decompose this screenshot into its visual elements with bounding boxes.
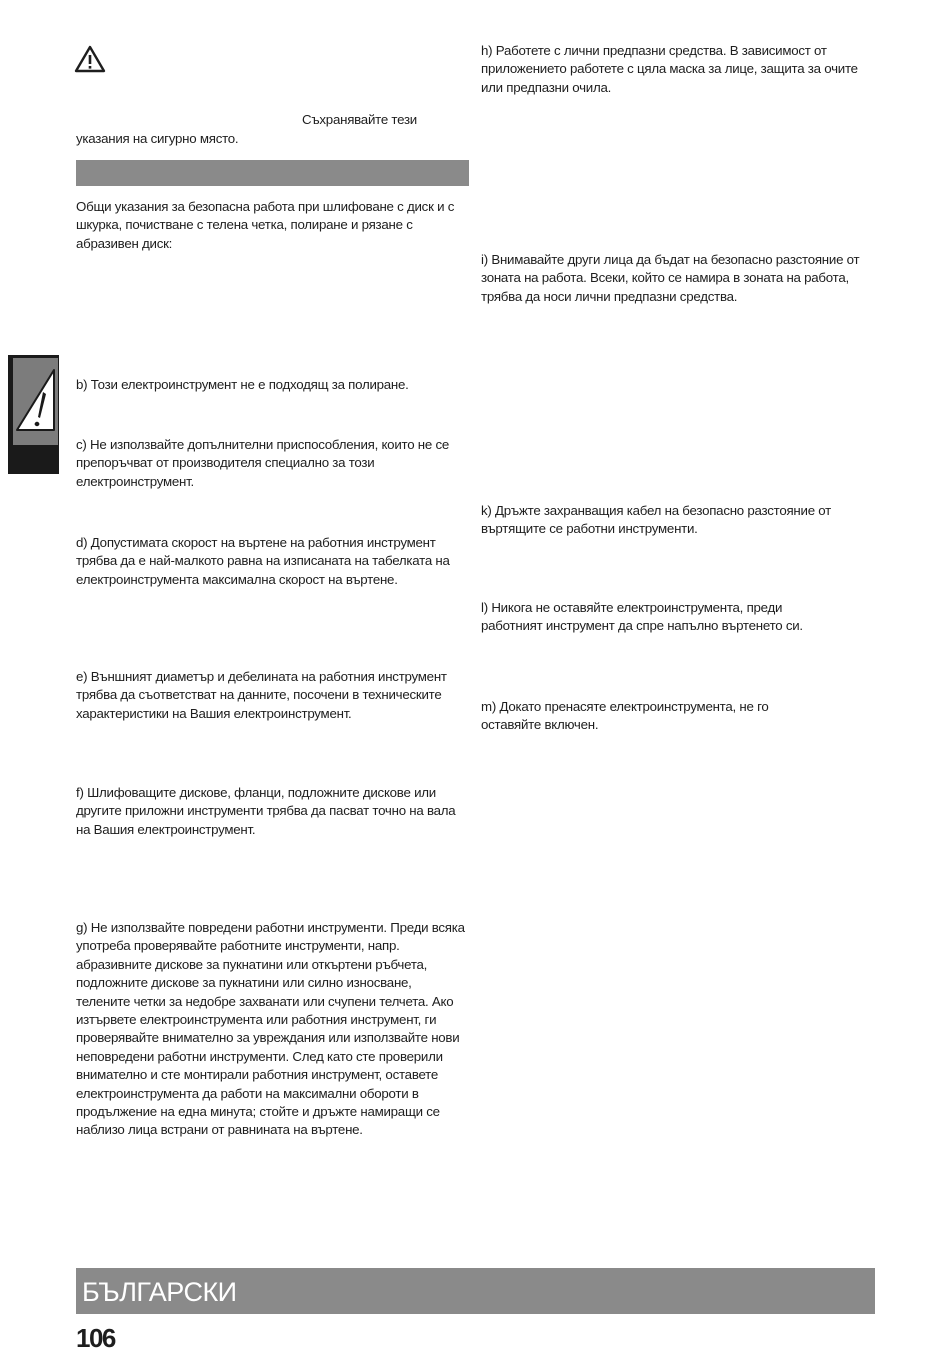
instruction-c: c) Не използвайте допълнителни приспособления, които не се препоръчват от производителя специално за този електроинструмент. (76, 437, 450, 489)
instruction-b: b) Този електроинструмент не е подходящ за полиране. (76, 377, 409, 392)
instruction-d: d) Допустимата скорост на въртене на работния инструмент трябва да е най-малкото равна на изписаната на табелката на електроинструмента максимална скорост на въртене. (76, 535, 450, 587)
side-warning-tab (8, 355, 59, 474)
instruction-i: i) Внимавайте други лица да бъдат на безопасно разстояние от зоната на работа. Всеки, който се намира в зоната на работа, трябва да носи лични предпазни средства. (481, 252, 860, 304)
instruction-e: e) Външният диаметър и дебелината на работния инструмент трябва да съответстват на данните, посочени в техническите характеристики на Вашия електроинструмент. (76, 669, 447, 721)
instruction-l: l) Никога не оставяйте електроинструмента, преди работният инструмент да спре напълно въртенето си. (481, 600, 803, 634)
keep-instructions-text-continued: указания на сигурно място. (76, 131, 239, 146)
instruction-g: g) Не използвайте повредени работни инструменти. Преди всяка употреба проверявайте работните инструменти, напр. абразивните дискове за пукнатини или откъртени ръбчета, подложните дискове за пукнатини или силно износване, телените четки за недобре захванати или счупени телчета. Ако изтървете електроинструмента или работния инструмент, ги проверявайте внимателно за увреждания или използвайте нови неповредени работни инструменти. След като сте проверили внимателно и сте монтирали работния инструмент, оставете електроинструмента да работи на максимални обороти в продължение на една минута; стойте и дръжте намиращи се наблизо лица встрани от равнината на въртене. (76, 920, 465, 1138)
keep-instructions-text: Съхранявайте тези (302, 112, 417, 127)
exclamation-warning-icon (13, 358, 58, 445)
instruction-m: m) Докато пренасяте електроинструмента, не го оставяйте включен. (481, 699, 769, 733)
language-label: БЪЛГАРСКИ (82, 1277, 237, 1307)
instruction-k: k) Дръжте захранващия кабел на безопасно разстояние от въртящите се работни инструменти. (481, 503, 831, 537)
instruction-h: h) Работете с лични предпазни средства. В зависимост от приложението работете с цяла маска за лице, защита за очите или предпазни очила. (481, 43, 858, 95)
instruction-f: f) Шлифоващите дискове, фланци, подложните дискове или другите приложни инструменти трябва да пасват точно на вала на Вашия електроинструмент. (76, 785, 456, 837)
language-footer-bar (76, 1268, 875, 1314)
general-instructions-text: Общи указания за безопасна работа при шлифоване с диск и с шкурка, почистване с телена четка, полиране и рязане с абразивен диск: (76, 199, 455, 251)
page-number: 106 (76, 1323, 115, 1353)
section-heading-bar (76, 160, 469, 186)
warning-triangle-icon (74, 44, 106, 74)
